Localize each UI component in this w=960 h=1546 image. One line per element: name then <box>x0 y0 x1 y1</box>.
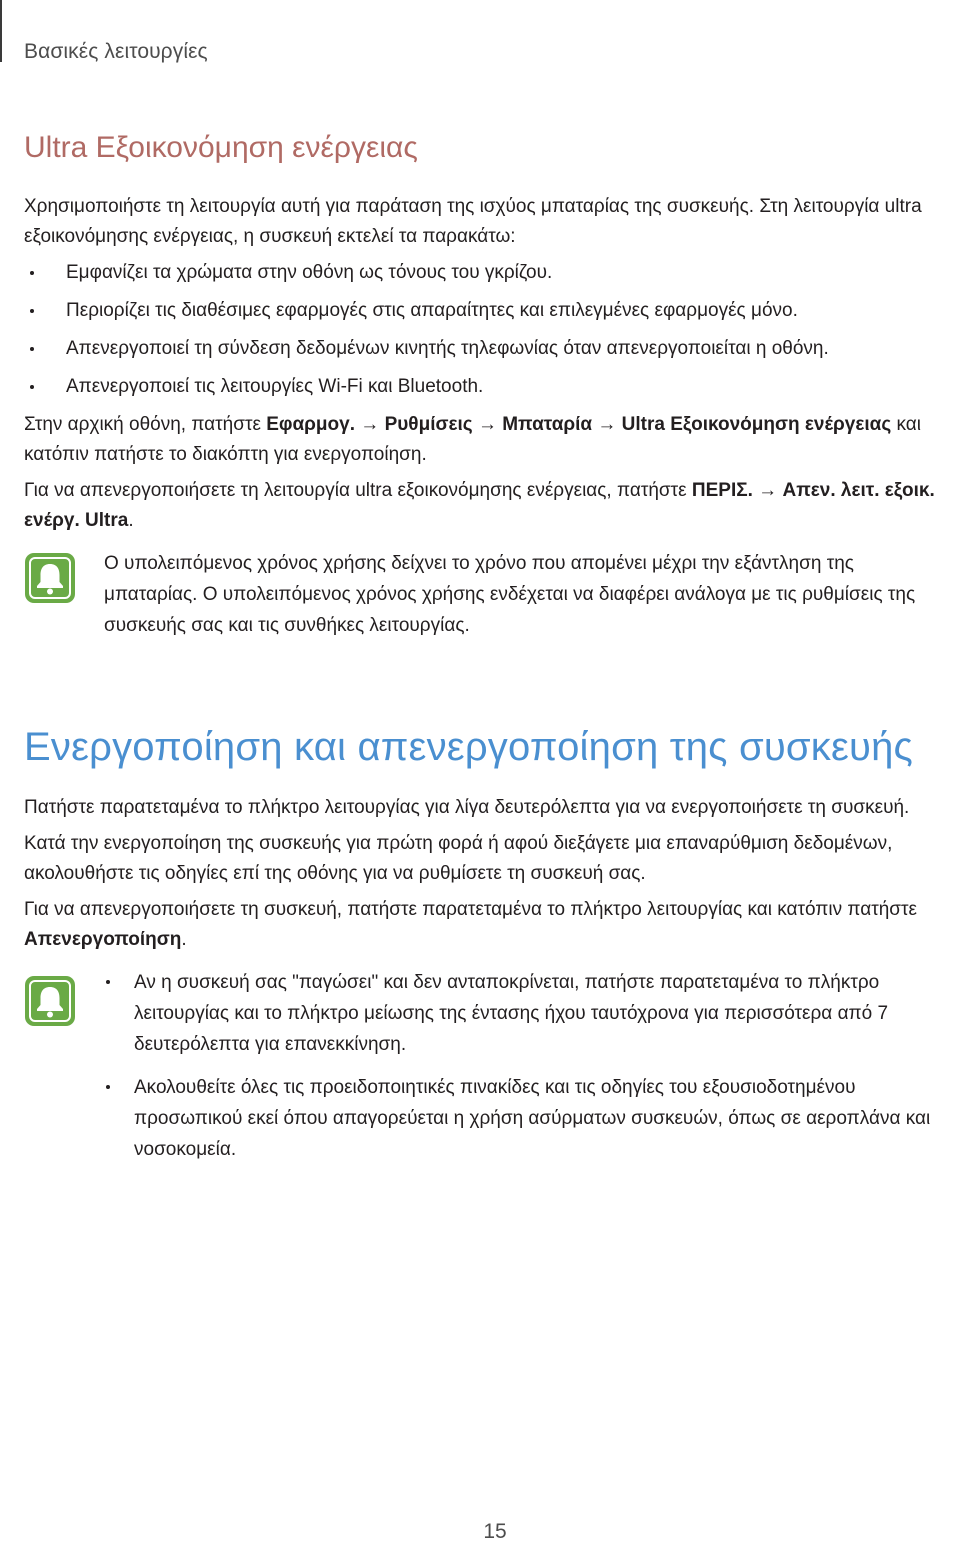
arrow-icon: → <box>355 414 385 435</box>
list-item-text: Περιορίζει τις διαθέσιμες εφαρμογές στις απαραίτητες και επιλεγμένες εφαρμογές μόνο. <box>66 300 798 321</box>
bell-notice-icon <box>24 552 76 604</box>
list-item <box>24 296 949 326</box>
bullet-icon <box>30 271 34 275</box>
disable-suffix: . <box>128 510 134 531</box>
list-item-text: Απενεργοποιεί τις λειτουργίες Wi-Fi και Bluetooth. <box>66 376 484 397</box>
page-number: 15 <box>483 1520 507 1543</box>
enable-step-apps: Εφαρμογ. <box>266 414 356 435</box>
arrow-icon: → <box>472 414 503 435</box>
list-item <box>106 967 949 1060</box>
list-item-text: Αν η συσκευή σας "παγώσει" και δεν ανταποκρίνεται, πατήστε παρατεταμένα το πλήκτρο λειτουργίας και το πλήκτρο μείωσης της έντασης ήχου ταυτόχρονα για περισσότερα από 7 δευτερόλεπτα για επανεκκίνηση. <box>134 972 889 1055</box>
section2-para-power-off <box>24 895 949 955</box>
bell-notice-icon <box>24 975 76 1027</box>
list-item-text: Ακολουθείτε όλες τις προειδοποιητικές πινακίδες και τις οδηγίες του εξουσιοδοτημένου προσωπικού εκεί όπου απαγορεύεται η χρήση ασύρματων συσκευών, όπως σε αεροπλάνα και νοσοκομεία. <box>134 1077 931 1160</box>
running-head: Βασικές λειτουργίες <box>24 40 208 63</box>
section2-para-power-on: Πατήστε παρατεταμένα το πλήκτρο λειτουργίας για λίγα δευτερόλεπτα για να ενεργοποιήσετε τη συσκευή. <box>24 797 910 818</box>
bullet-icon <box>106 980 110 984</box>
arrow-icon: → <box>752 480 783 501</box>
list-item <box>24 372 949 402</box>
list-item <box>24 334 949 364</box>
page-content <box>24 128 949 1177</box>
note-box <box>24 548 949 641</box>
list-item-text: Εμφανίζει τα χρώματα στην οθόνη ως τόνους του γκρίζου. <box>66 262 553 283</box>
bullet-icon <box>30 309 34 313</box>
power-off-prefix: Για να απενεργοποιήσετε τη συσκευή, πατήστε παρατεταμένα το πλήκτρο λειτουργίας και κατόπιν πατήστε <box>24 899 917 920</box>
note-text: Ο υπολειπόμενος χρόνος χρήσης δείχνει το χρόνο που απομένει μέχρι την εξάντληση της μπαταρίας. Ο υπολειπόμενος χρόνος χρήσης ενδέχεται να διαφέρει ανάλογα με τις ρυθμίσεις της συσκευής σας και τις συνθήκες λειτουργίας. <box>104 553 916 636</box>
note-box <box>24 967 949 1177</box>
note-bullet-list <box>106 967 949 1177</box>
section1-bullet-list <box>24 258 949 402</box>
section-title-power-on-off: Ενεργοποίηση και απενεργοποίηση της συσκευής <box>24 725 914 769</box>
section2-para-first-setup: Κατά την ενεργοποίηση της συσκευής για πρώτη φορά ή αφού διεξάγετε μια επαναρύθμιση δεδομένων, ακολουθήστε τις οδηγίες επί της οθόνης για να ρυθμίσετε τη συσκευή σας. <box>24 833 893 884</box>
disable-prefix: Για να απενεργοποιήσετε τη λειτουργία ultra εξοικονόμησης ενέργειας, πατήστε <box>24 480 692 501</box>
bullet-icon <box>106 1085 110 1089</box>
page-edge-marker <box>0 0 2 62</box>
enable-step-settings: Ρυθμίσεις <box>384 414 473 435</box>
bullet-icon <box>30 385 34 389</box>
enable-prefix: Στην αρχική οθόνη, πατήστε <box>24 414 267 435</box>
section-title-ultra-power-saving: Ultra Εξοικονόμηση ενέργειας <box>24 131 418 164</box>
list-item-text: Απενεργοποιεί τη σύνδεση δεδομένων κινητής τηλεφωνίας όταν απενεργοποιείται η οθόνη. <box>66 338 829 359</box>
section1-intro: Χρησιμοποιήστε τη λειτουργία αυτή για παράταση της ισχύος μπαταρίας της συσκευής. Στη λειτουργία ultra εξοικονόμησης ενέργειας, η συσκευή εκτελεί τα παρακάτω: <box>24 196 922 247</box>
power-off-option: Απενεργοποίηση <box>24 929 182 950</box>
enable-suffix: και κατόπιν πατήστε το διακόπτη για ενεργοποίηση. <box>24 414 921 465</box>
power-off-suffix: . <box>181 929 187 950</box>
enable-instructions <box>24 410 949 470</box>
arrow-icon: → <box>592 414 622 435</box>
disable-step-more: ΠΕΡΙΣ. <box>691 480 753 501</box>
enable-step-battery: Μπαταρία <box>502 414 593 435</box>
list-item <box>24 258 949 288</box>
list-item <box>106 1072 949 1165</box>
bullet-icon <box>30 347 34 351</box>
disable-instructions <box>24 476 949 536</box>
enable-step-ultra: Ultra Εξοικονόμηση ενέργειας <box>621 414 892 435</box>
disable-step-ultra-off: Απεν. λειτ. εξοικ. ενέργ. Ultra <box>24 480 935 531</box>
